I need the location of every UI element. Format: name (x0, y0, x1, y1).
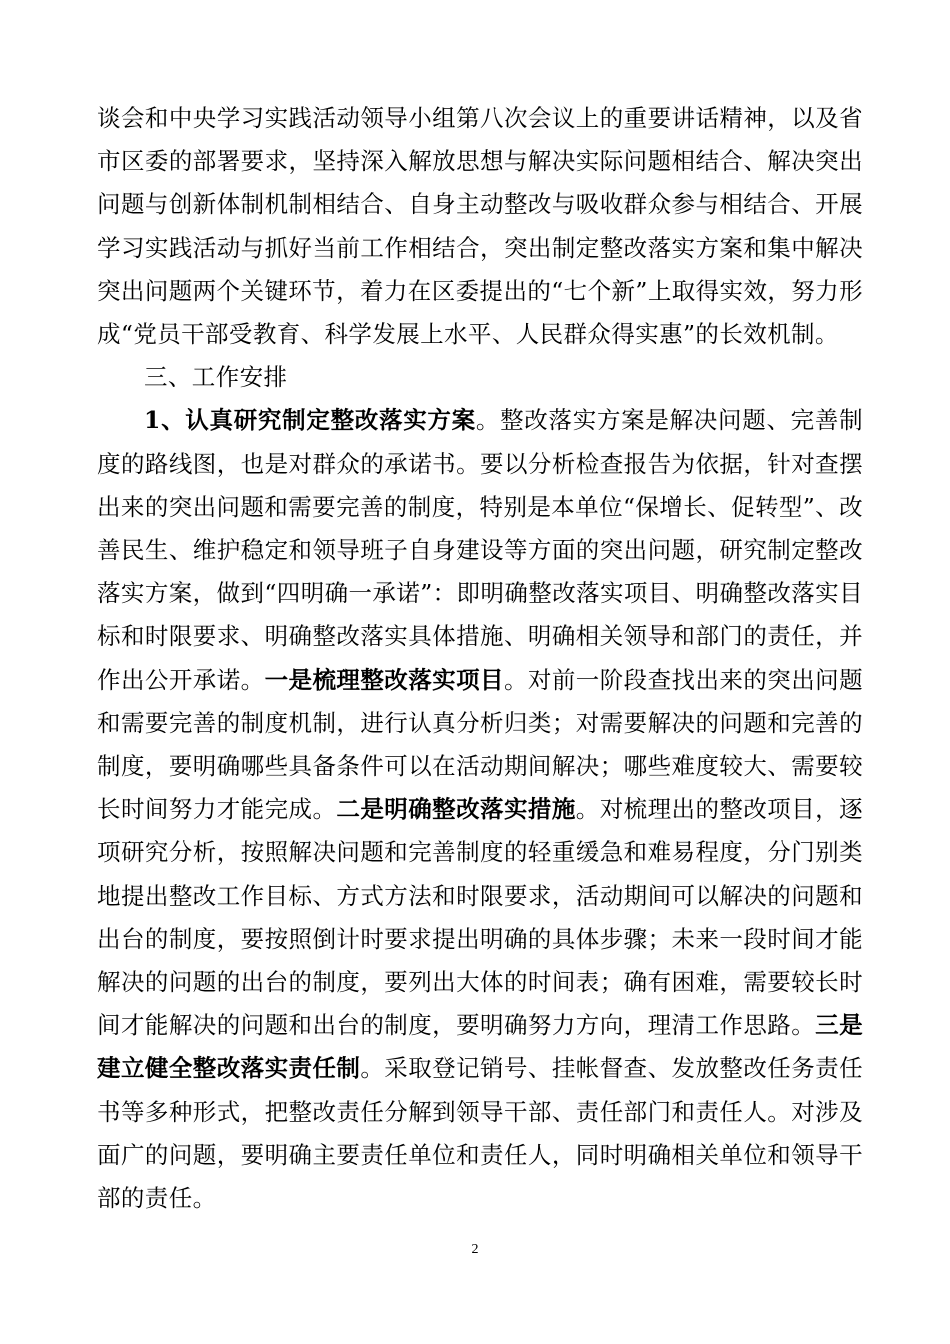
section-heading: 三、工作安排 (144, 363, 288, 392)
item-1-text-a: 。整改落实方案是解决问题、完善制度的路线图，也是对群众的承诺书。要以分析检查报告为依据，针对查摆出来的突出问题和需要完善的制度，特别是本单位“保增长、促转型”、改善民生、维护稳定和领导班子自身建设等方面的突出问题，研究制定整改落实方案，做到“四明确一承诺”：即明确整改落实项目、明确整改落实目标和时限要求、明确整改落实具体措施、明确相关领导和部门的责任，并作出公开承诺。 (97, 406, 864, 694)
item-1-sub-2-title: 二是明确整改落实措施 (336, 795, 576, 824)
page-number: 2 (471, 1242, 479, 1257)
item-1-text-b: 。对前一阶段查找出来的突出问题和需要完善的制度机制，进行认真分析归类；对需要解决的问题和完善的制度，要明确哪些具备条件可以在活动期间解决；哪些难度较大、需要较长时间努力才能完成。 (97, 665, 864, 824)
item-1-sub-1-title: 一是梳理整改落实项目 (264, 665, 504, 694)
document-body (97, 97, 863, 1220)
item-1-text-c: 。对梳理出的整改项目，逐项研究分析，按照解决问题和完善制度的轻重缓急和难易程度，分门别类地提出整改工作目标、方式方法和时限要求，活动期间可以解决的问题和出台的制度，要按照倒计时要求提出明确的具体步骤；未来一段时间才能解决的问题的出台的制度，要列出大体的时间表；确有困难，需要较长时间才能解决的问题和出台的制度，要明确努力方向，理清工作思路。 (97, 795, 864, 1040)
item-1-text-d: 。采取登记销号、挂帐督查、发放整改任务责任书等多种形式，把整改责任分解到领导干部、责任部门和责任人。对涉及面广的问题，要明确主要责任单位和责任人，同时明确相关单位和领导干部的责任。 (97, 1054, 863, 1213)
item-1-title: 1、认真研究制定整改落实方案 (144, 406, 476, 435)
item-1-sub-3-title: 三是建立健全整改落实责任制 (97, 1011, 863, 1083)
paragraph-continuation: 谈会和中央学习实践活动领导小组第八次会议上的重要讲话精神，以及省市区委的部署要求，坚持深入解放思想与解决实际问题相结合、解决突出问题与创新体制机制相结合、自身主动整改与吸收群众参与相结合、开展学习实践活动与抓好当前工作相结合，突出制定整改落实方案和集中解决突出问题两个关键环节，着力在区委提出的“七个新”上取得实效，努力形成“党员干部受教育、科学发展上水平、人民群众得实惠”的长效机制。 (97, 104, 863, 349)
paragraph-item-1 (97, 399, 863, 1220)
